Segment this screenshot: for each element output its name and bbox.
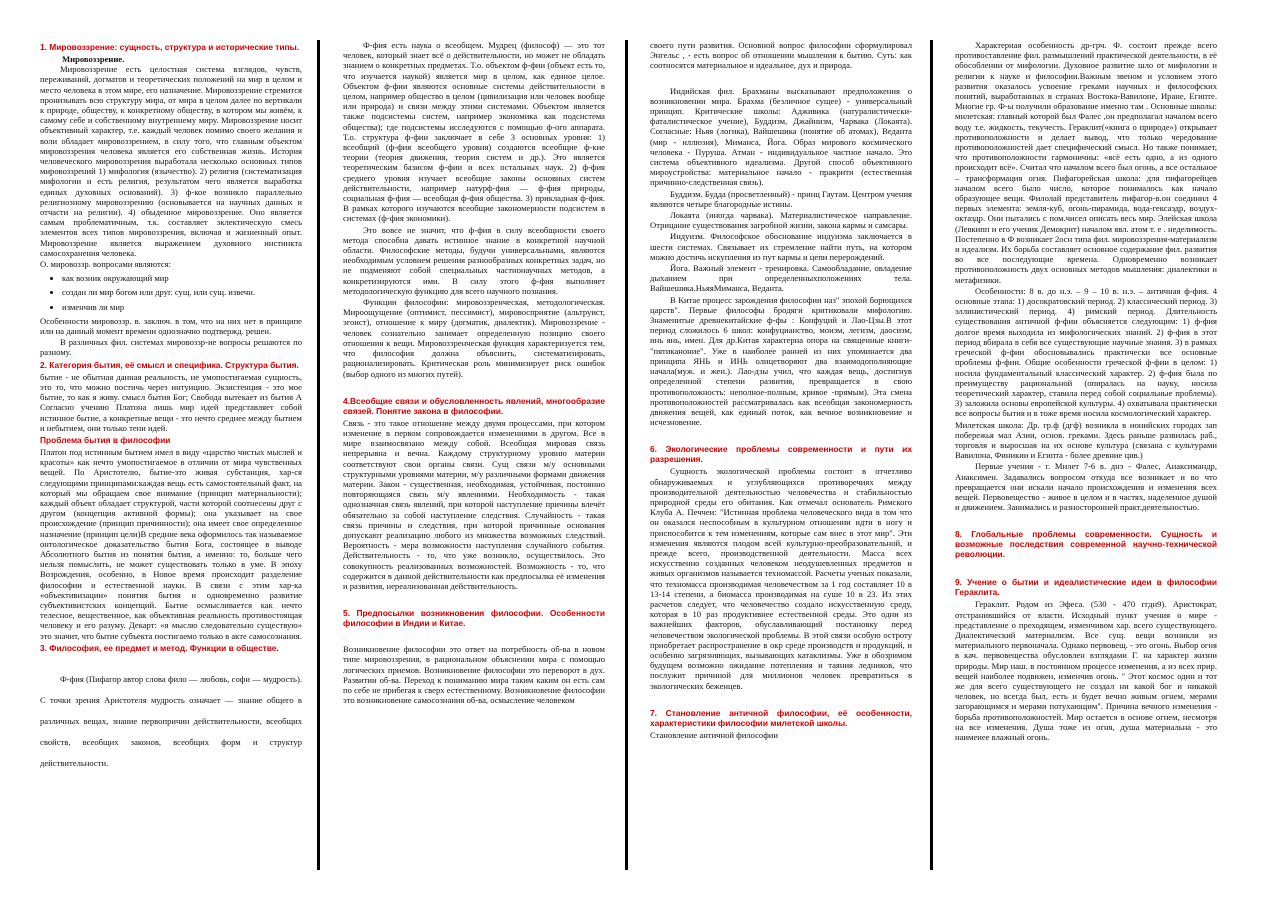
paragraph: Мировоззрение есть целостная система взглядов, чувств, переживаний, догматов и теоретических положений на мир в целом и место человека в этом мире, его назначение. Мировоззрение стремится пронизывать всю структуру мира, от мира в целом далее по вертикали к природе, обществу, к конкретному обществу, в котором мы живём, к самому себе и собственному внутреннему миру. Мировоззрение носит объективный характер, т.е. каждый человек помимо своего желания и воли обладает мировоззрением, в силу того, что главным объектом мировоззрения человека является его собственная жизнь. История человеческого мировоззрения выработала несколько основных типов мировоззрений 1) мифология (язычество). 2) религия (систематизация мифологии и есть религия, результатом чего является выработка единых духовных оснований). 3) ф-кое возникло параллельно религиозному мировоззрению (основывается на научных данных и отчасти на религии). 4) обыденное мировоззрение. Оно является самым проблематичным, т.к. составляет эклектическую смесь элементов всех типов мировоззрения, включая и жизненный опыт. Мировоззрение является выражением духовного инстинкта самосохранения человека. [40, 64, 302, 258]
paragraph: Индийская фил. Брахманы высказывают предположения о возникновении мира. Брахма (безличное сущее) - универсальный принцип. Критические школы: Адживика (натуралистически-фаталистическое учение), Буддизм, Джайнизм, Чарвака (Локаята). Согласные: Ньяя (логика), Вайшешика (понятие об атомах), Веданта (мир - иллюзия), Миманса, Йога. Образ мирового космического человека - Пуруша. Атман - индивидуальное частное начало. Это система объективного идеализма. Другой способ объективного мироустройства: материальное начало - пракрити (естественная причинно-следственная связь). [650, 85, 912, 188]
paragraph: Милетская школа: Др. гр.ф (дгф) возникла в ионийских городах зап побережья мал Азии, основ. греками. Здесь раньше развилась раб., торговля и выросшая на их основе культура (связана с культурами Вавилона, Финикии и Египта - более древние цив.) [955, 419, 1217, 461]
paragraph: Сущность экологической проблемы состоит в отчетливо обнаруживаемых и углубляющихся противоречиях между производительной деятельностью человечества и стабильностью природной среды его обитания. Как отмечал основатель Римского Клуба А. Печчеи: "Истинная проблема человеческого вида в том что он оказался неспособным в культурном отношении идти в ногу и приспособится к тем изменениям, которые сам внес в этот мир". Эти изменения являются плодом всей культурно-преобразовательной, и прежде всего, производственной деятельности. Масса всех искусственно созданных человеком неодушевленных предметов и живых организмов называется техномассой. Расчеты ученых показали, что техномасса производимая человечеством за 1 год составляет 10 в 13-14 степени, а биомасса производимая на суше 10 в 23. Из этих расчетов следует, что человечество создало искусственную среду, которая в 10 раз продуктивнее естественной среды. Это одни из важнейших факторов, обуславливающий постановку перед человечеством экологической проблемы. В этой связи особую остроту приобретает распространение в окр среде производств и продукций, и особенно загрязняющих, вызывающих катаклизмы. Уже в обозримом будущем возможно ожидание потепления и таяния ледников, что послужит причиной для миллионов человек превратиться в экологических беженцев. [650, 466, 912, 691]
section-heading: Проблема бытия в философии [40, 434, 171, 445]
column-2 [343, 40, 605, 890]
column-divider [317, 40, 320, 870]
paragraph: Индуизм. Философское обоснование индуизма заключается в шести системах. Связывает их стремление найти путь, на котором можно достичь искупления из пут кармы и цепи перерождений. [650, 231, 912, 262]
section-heading: 7. Становление античной философии, её особенности, характеристики философии милетской школы. [650, 707, 912, 728]
column-divider [625, 40, 628, 870]
paragraph: Гераклит. Родом из Эфеса. (530 - 470 ггдн9). Аристократ, отстранившийся от власти. Исходный пункт учения о мире - представление о преходящем, изменчивом хар. всего существующего. Диалектический материализм. Все сущ. вещи возникли из материального первоначала. Однако первовещ. - это огонь. Выбор огня в кач. первовещества обусловлен взглядами Г. на характер жизни природы. Мир наш. в постоянном процессе изменения, а из всех прир. вещей наиболее подвижен, изменчив огонь. " Этот космос один и тот же для всего существующего не создал ни какой бог и никакой человек, но всегда был, есть и будет вечно живым огнем, мерами загорающимся и мерами потухающим". Причина вечного изменения - борьба противоположностей. Мир остается в основе огнем, несмотря на все изменения. Душа тоже из огня, душа материальна - это наименее влажный огонь. [955, 599, 1217, 742]
paragraph: Ф-фия (Пифагор автор слова фило — любовь, софи — мудрость). С точки зрения Аристотеля мудрость означает — знание общего в различных вещах, знание первопричин действительности, всеобщих свойств, всеобщих законов, всеобщих форм и структур действительности. [40, 673, 302, 768]
paragraph: О. мировоззр. вопросами являются: [40, 259, 172, 270]
paragraph: Это вовсе не значит, что ф-фия в силу всеобщности своего метода способна давать истинное знание в конкретной научной области. Философские методы, будучи универсальными, являются необходимым условием решения разнообразных конкретных задач, но не подменяют собой специальных частнонаучных методов, а конкретизируются ими. В силу этого ф-фия выполняет методологическую функцию для всего научного познания. [343, 224, 605, 296]
paragraph: Становление античной философии [650, 729, 778, 740]
column-1 [40, 40, 302, 890]
paragraph: Особенности мировоззр. в. заключ. в том, что на них нет в принципе или на данный момент времени однозначно подтвержд. решен. [40, 315, 302, 337]
section-heading: 5. Предпосылки возникновения философии. Особенности философии в Индии и Китае. [343, 608, 605, 629]
paragraph: В различных фил. системах мировоззр-ие вопросы решаются по разному. [40, 337, 302, 358]
column-4 [955, 40, 1217, 890]
section-heading: 2. Категория бытия, её смысл и специфика. Структура бытия. [40, 359, 299, 370]
subheading: Мировоззрение. [62, 54, 125, 64]
paragraph: своего пути развития. Основной вопрос философии сформулировал Энгельс , - есть вопрос об отношении мышления к бытию. Суть: как соотносятся материальное и идеальное, дух и природа. [650, 40, 912, 71]
paragraph: Возникновение философии это ответ на потребность об-ва в новом типе мировоззрения, в рациональном объяснении мира с помощью логических приемов. Возникновение философии это переворот в дух. Развитии об-ва. Переход к пониманию мира таким каким он есть сам по себе не прибегая к сверх естественному. Возникновение философии это возникновение самосознания об-ва, осмысление человеком [343, 644, 605, 706]
paragraph: Особенности: 8 в. до н.э. – 9 – 10 в. н.э. – античная ф-фия. 4 основные этапа: 1) досократовский период. 2) классический период. 3) эллинистический период. 4) римский период. Длительность существования античной ф-фии объясняется следующим: 1) ф-фия долгое время выходила из мифологических знаний. 2) ф-фия в этот период вбирала в себя все существующие научные знания. 3) в рамках греческой ф-фии обосновывались практически все основные проблемы ф-фии. Общие особенности греческой ф-фии в целом: 1) носила фундаментальный классический характер. 2) ф-фия была по преимуществу рациональной (опиралась на науку, носила теоретический характер, ставила перед собой социальные проблемы). 3) заложила основы европейской культуры. 4) охватывала практически все вопросы бытия и в тоже время носила космологический характер. [955, 285, 1217, 419]
paragraph: Характерная особенность др-грч. Ф. состоит прежде всего противоставление фил. размышлений практической деятельности, в её обособлении от мифологии. Духовное развитие шло от мифологии и религии к науке и философии.Важным звеном и условием этого развития оказалось усвоение греками научных и философских понятий, выработанных в странах Востока-Вавилоне, Иране, Египте. Многие гр. Ф-ы получили образование именно там . Основные школы: милетская: главный которой был Фалес ,он предполагал началом всего воду т.е. жидкость, текучесть. Гераклит(«книга о природе») открывает противоположности и делает вывод, что только чередование противоположностей дает специфический смысл. Но также понимает, что противоположности гармоничны: «всё есть одно, а из одного происходит всё». Считал что началом всего был огонь, а все остальное – трансформация огня. Пифагорейская школа: для пифагорейцев началом всего было число, которое понималось как начало образующее вещи. Филолай представитель пифагор-в.он соединил 4 первых элемента: земля-куб, огонь-пирамида, вода-гексаэдр, воздух-октаэдр. Они пытались с пом.чисел описать весь мир. Элейская школа (Левкипп и его ученик Демокрит) началом явл. атом т. е . неделимость. Постепенно в Ф возникает 2осн типа фил. мировоззрения-материализм и идеализм. Их борьба составляет основное содержание фил. развития во все последующие времена. Одновременно возникает противоположность двух основных методов мышления: диалектики и метафизики. [955, 40, 1217, 285]
section-heading: 3. Философия, ее предмет и метод. Функции в обществе. [40, 642, 279, 653]
paragraph: Локаята (иногда чарвака). Материалистическое направление. Отрицание существования загробной жизни, закона кармы и самсары. [650, 210, 912, 231]
section-heading: 8. Глобальные проблемы современности. Сущность и возможные последствия современной научно-технической революции. [955, 529, 1217, 560]
list-item: • как возник окружающий мир [62, 273, 302, 283]
column-divider [930, 40, 933, 870]
paragraph: Первые учения - г. Милет 7-6 в. днэ - Фалес, Анаксимандр, Анаксимен. Задавались вопросом откуда все возникает и во что превращается они искали начало происхождения и изменения всех вещей. Первовещество - живое в целом и в частях, наделенное душой и движением. Занимались и разносторонней практ.деятельностью. [955, 461, 1217, 513]
paragraph: Связь - это такое отношение между двумя процессами, при котором изменение в первом сопровождается изменениями в другом. Все в мире взаимосвязано между собой. Всеобщая мировая связь непрерывна и вечна. Каждому структурному уровню материи соответствуют свои органы связи. Сущ связи м/у основными структурными уровнями материи, м/у различными формами движения материи. Закон - существенная, необходимая, устойчивая, постоянно повторяющаяся связь м/у явлениями. Необходимость - такая однозначная связь явлений, при которой наступление причины влечёт обязательно за собой наступление следствия. Случайность - такая связь причины и следствия, при которой причинные основания допускают реализацию любого из множества возможных следствий. Вероятность - мера возможности наступления случайного события. Действительность - то, что уже возникло, осуществилось. Это совокупность реализованных возможностей. Возможность - то, что содержится в данной действительности как предпосылка её изменения и развития, нереализованная действительность. [343, 417, 605, 591]
paragraph: В Китае процесс зарождения философии наз" эпохой борющихся царств". Первые философы бродяги критиковали мифологию. Знаменитые древнекитайские ф-фы : Конфуций и Лао-Цзы.В этот период сложилось 6 школ: конфуцианство, моизм, легизм, даосизм, инь янь, имен. Для др.Китая характерна опора на священные книги-"пятиканоние". Уже в наиболее ранней из них упоминается два принципа ЯНЬ и ИНЬ олицетворяют два взаимодополняющие начала(муж. и жен.). Лао-дзы учил, что каждая вещь, достигнув определенной степени развития, превращается в свою противоположность: неполное-полным, кривое -прямым). Эта смена противоположностей рассматривалась как всеобщая закономерность движения вещей, как единый поток, как вечное возникновение и исчезновение. [650, 294, 912, 428]
paragraph: Платон под истинным бытием имел в виду «царство чистых мыслей и красоты» как нечто умопостигаемое в отличии от мира чувственных вещей. По Аристотелю, бытие-это живая субстанция, хар-ся следующими принципами:каждая вещь есть самостоятельный факт, на который мы обращаем свое внимание (принцип материальности); каждый объект обладает структурой, части которой соотнесены друг с другом (концепция активной формы); она указывает на свое происхождение (принцип причинности); она имеет свое определенное назначение (принцип цели)В средние века оформилось так называемое онтологическое доказательство бытия Бога, состоящее в выводе Абсолютного бытия из понятия бытия, а именно: то, больше чего нельзя помыслить, не может существовать только в уме. В эпоху Возрождения, особенно, в Новое время происходит разделение философии и естественной науки. В связи с этим хар-ка «объективизации» понятия бытия и одновременно развитие субъективистских концепций. Бытие осмысливается как нечто телесное, вещественное, как объективная реальность противостоящая человеку и его разуму. Декарт: «я мыслю следовательно существую» это значит, что бытие субъекта постигаемо только в акте самосознания. [40, 446, 302, 641]
list-item: • изменчив ли мир [62, 302, 302, 312]
section-heading: 1. Мировоззрение: сущность, структура и исторические типы. [40, 42, 300, 52]
paragraph: Ф-фия есть наука о всеобщем. Мудрец (философ) — это тот человек, который знает всё о действительности, но может не обладать знанием о конкретных предметах. Т.о. объектом ф-фии (объект есть то, что изучается наукой) является мир в целом, как единое целое. Объектом ф-фии являются основные системы действительности в целом, например общество в целом (цивилизация или человек вообще или природа) и связи между этими системами. Объектом является также подсистемы систем, например экономика как подсистема общества); где подсистемы исследуются с помощью ф-ого аппарата. Т.о. структура ф-фии заключает в себе 3 основных уровня: 1) всеобщий (ф-фия всеобщего уровня) создаются всеобщие ф-кие теории (теория движения, теория систем и др.). Это является теоретическим базисом ф-фии и всех остальных наук. 2) ф-фия среднего уровня изучает всеобщие законы основных систем действительности, например натурф-фия — ф-фия природы, социальная ф-фия — всеобщая ф-фия общества. 3) прикладная ф-фия. В рамках которого изучаются всеобщие закономерности подсистем в системах (ф-фия экономики). [343, 40, 605, 224]
paragraph: бытие - не обытная данная реальность, не умопостигаемая сущность, это то, что можно постичь через интуицию. Экзистенция - это мое бытие, то как я живу. смысл бытия Бог; Свобода вытекает из бытия А Согласно учению Платона лишь мир идей представляет собой истинное бытие, а конкретные вещи - это нечто среднее между бытием и небытием, они только тени идей. [40, 371, 302, 433]
section-heading: 4.Всеобщие связи и обусловленность явлений, многообразие связей. Понятие закона в философии. [343, 395, 605, 416]
paragraph: Йога. Важный элемент - тренировка. Самообладание, овладение дыханием при определенныхположениях тела. Вайшешика.НьяяМиманса, Веданта. [650, 263, 912, 294]
bullet-list [40, 273, 302, 312]
section-heading: 6. Экологические проблемы современности и пути их разрешения. [650, 444, 912, 465]
paragraph: Функции философии: мировоззренческая, методологическая. Мироощущение (оптимист, пессимист), мировосприятие (альтруист, эгоист), отношение к миру (догматик, диалектик). Мировоззрение - человек сознательно занимает определенную позицию своего отношения к вещи. Мировоззренческая функция характеризуется тем, что философия должна объяснить, систематизировать, рационализировать. Критическая роль минимизирует риск ошибок (выбор одного из многих путей). [343, 297, 605, 379]
column-3 [650, 40, 912, 890]
list-item: • создан ли мир богом или друг. сущ. или сущ. извечн. [62, 287, 302, 297]
section-heading: 9. Учение о бытии и идеалистические идеи в философии Гераклита. [955, 577, 1217, 598]
paragraph: Буддизм. Будда (просветленный) - принц Гаутам. Центром учения являются четыре благородные истины. [650, 188, 912, 209]
